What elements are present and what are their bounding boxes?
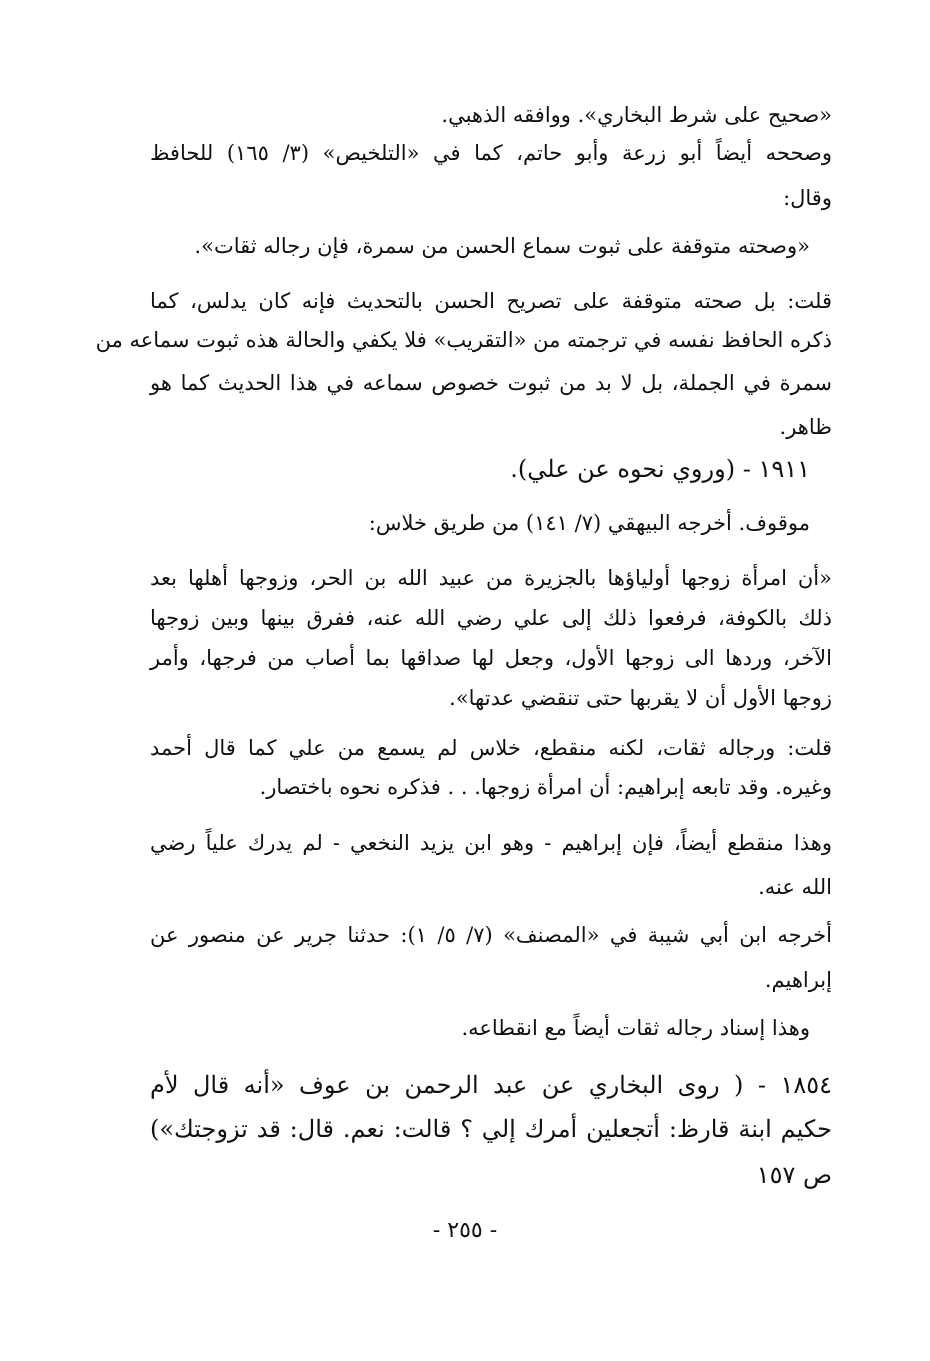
hadith-heading: ١٩١١ - (وروي نحوه عن علي). xyxy=(510,455,810,483)
text-line: سمرة في الجملة، بل لا بد من ثبوت خصوص سماعه في هذا الحديث كما هو xyxy=(150,371,832,395)
text-line: وصححه أيضاً أبو زرعة وأبو حاتم، كما في «التلخيص» (٣/ ١٦٥) للحافظ xyxy=(150,141,832,165)
text-line: ظاهر. xyxy=(779,415,832,439)
text-line: وقال: xyxy=(783,186,832,210)
text-line: إبراهيم. xyxy=(764,968,832,992)
hadith-heading: حكيم ابنة قارظ: أتجعلين أمرك إلي ؟ قالت: نعم. قال: قد تزوجتك») xyxy=(150,1115,832,1143)
text-line: وغيره. وقد تابعه إبراهيم: أن امرأة زوجها. . . فذكره نحوه باختصار. xyxy=(259,775,832,799)
text-line: الله عنه. xyxy=(758,875,832,899)
text-line: موقوف. أخرجه البيهقي (٧/ ١٤١) من طريق خلاس: xyxy=(368,511,810,535)
page-number: - ٢٥٥ - xyxy=(432,1218,498,1243)
text-line: «صحيح على شرط البخاري». ووافقه الذهبي. xyxy=(441,103,832,127)
text-line: ذكره الحافظ نفسه في ترجمته من «التقريب» فلا يكفي والحالة هذه ثبوت سماعه من xyxy=(95,328,832,352)
text-line: قلت: ورجاله ثقات، لكنه منقطع، خلاس لم يسمع من علي كما قال أحمد xyxy=(150,736,832,760)
hadith-heading: ١٨٥٤ - ( روى البخاري عن عبد الرحمن بن عوف «أنه قال لأم xyxy=(150,1071,832,1099)
text-line: ذلك بالكوفة، فرفعوا ذلك إلى علي رضي الله عنه، ففرق بينها وبين زوجها xyxy=(150,606,832,630)
text-line: الآخر، وردها الى زوجها الأول، وجعل لها صداقها بما أصاب من فرجها، وأمر xyxy=(150,646,832,670)
quote-line: «وصحته متوقفة على ثبوت سماع الحسن من سمرة، فإن رجاله ثقات». xyxy=(194,234,810,258)
text-line: وهذا إسناد رجاله ثقات أيضاً مع انقطاعه. xyxy=(461,1016,810,1040)
page-reference: ص ١٥٧ xyxy=(756,1161,832,1189)
text-line: أخرجه ابن أبي شيبة في «المصنف» (٧/ ٥/ ١): حدثنا جرير عن منصور عن xyxy=(150,923,832,947)
text-line: زوجها الأول أن لا يقربها حتى تنقضي عدتها». xyxy=(449,686,832,710)
text-line: قلت: بل صحته متوقفة على تصريح الحسن بالتحديث فإنه كان يدلس، كما xyxy=(150,289,832,313)
text-line: «أن امرأة زوجها أولياؤها بالجزيرة من عبيد الله بن الحر، وزوجها أهلها بعد xyxy=(150,566,832,590)
text-line: وهذا منقطع أيضاً، فإن إبراهيم - وهو ابن يزيد النخعي - لم يدرك علياً رضي xyxy=(150,831,832,855)
